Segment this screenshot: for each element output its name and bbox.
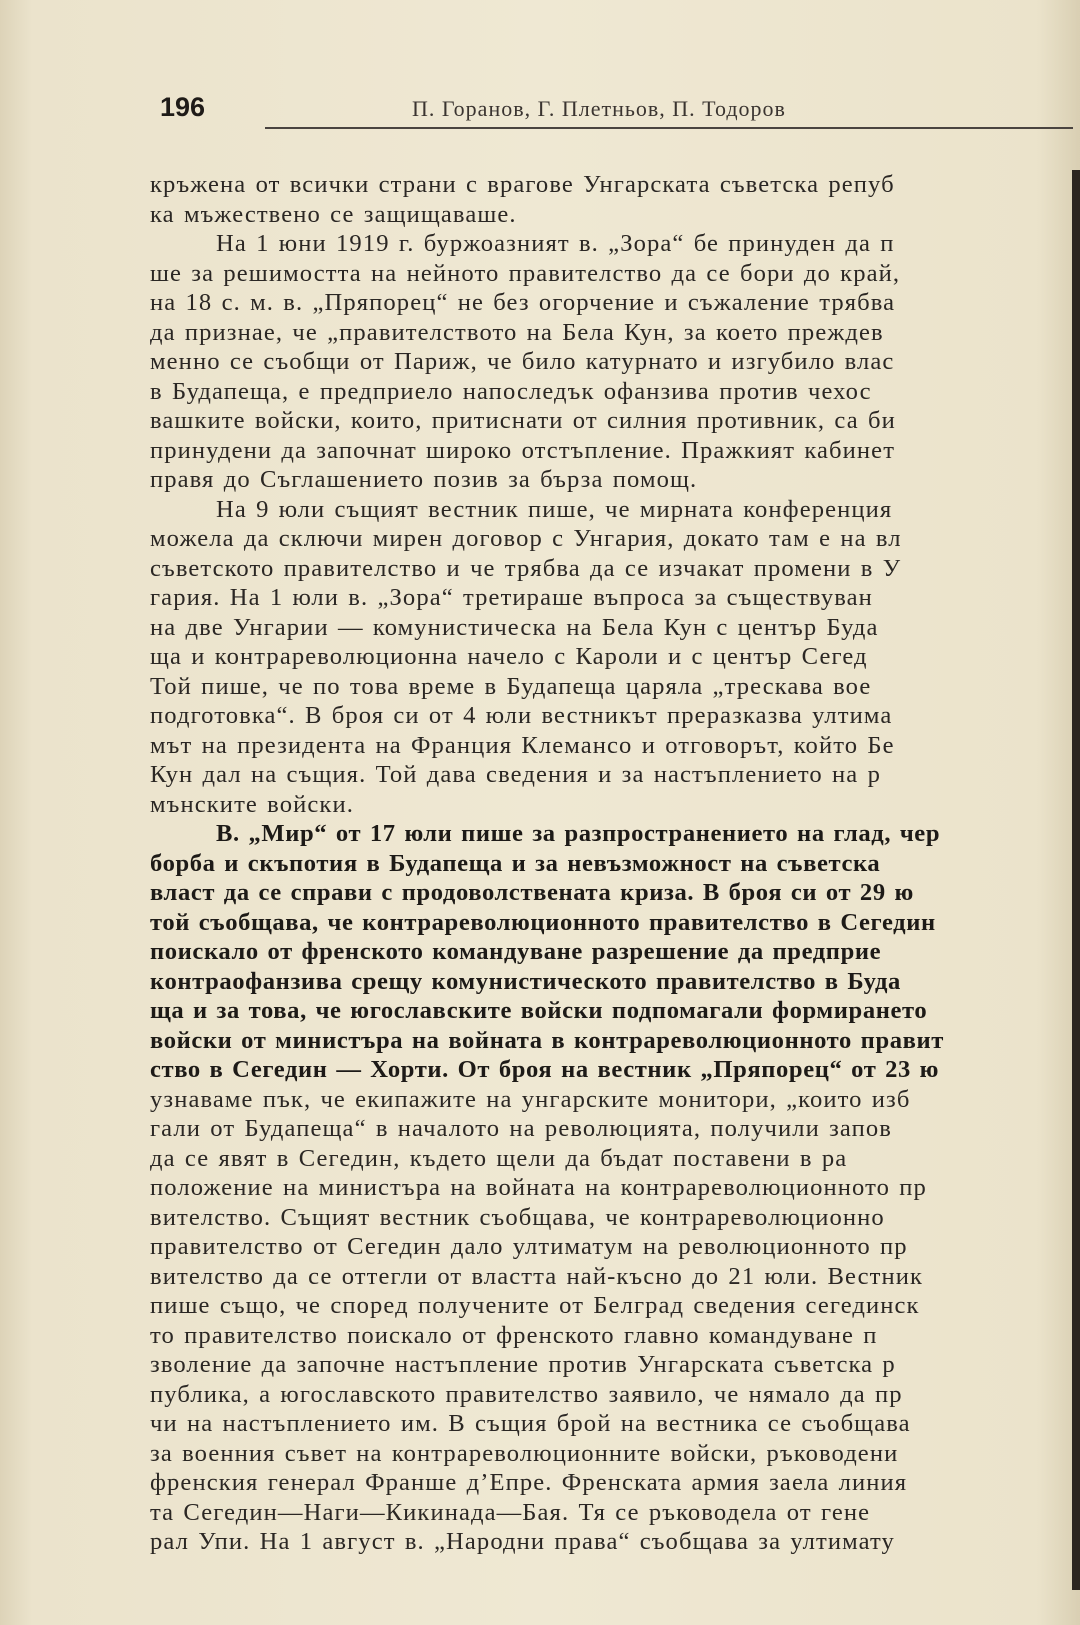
text-line: кръжена от всички страни с врагове Унгарската съветска репуб: [150, 171, 895, 198]
text-line: Той пише, че по това време в Будапеща царяла „трескава вое: [150, 672, 872, 700]
text-line: та Сегедин—Наги—Кикинада—Бая. Тя се ръководела от гене: [150, 1498, 871, 1526]
text-line: гария. На 1 юли в. „Зора“ третираше въпроса за съществуван: [150, 584, 873, 611]
text-line: френския генерал Франше д’Епре. Френската армия заела линия: [150, 1469, 908, 1496]
text-line: чи на настъплението им. В същия брой на вестника се съобщава: [150, 1410, 911, 1437]
text-line: на 18 с. м. в. „Пряпорец“ не без огорчение и съжаление трябва: [150, 289, 896, 316]
text-line: положение на министъра на войната на контрареволюционното пр: [150, 1174, 927, 1201]
text-line: На 1 юни 1919 г. буржоазният в. „Зора“ бе принуден да п: [216, 230, 895, 257]
body-text: [150, 170, 1075, 1557]
text-line: зволение да започне настъпление против Унгарската съветска р: [150, 1351, 896, 1378]
text-line: правя до Съглашението позив за бърза помощ.: [150, 466, 698, 493]
text-line: власт да се справи с продоволствената криза. В броя си от 29 ю: [150, 879, 914, 906]
text-line: На 9 юли същият вестник пише, че мирната конференция: [216, 495, 893, 523]
text-line: войски от министъра на войната в контрареволюционното правит: [150, 1026, 944, 1054]
text-line: менно се съобщи от Париж, че било катурнато и изгубило влас: [150, 348, 895, 375]
text-line: подготовка“. В броя си от 4 юли вестникът преразказва ултима: [150, 702, 893, 729]
text-line: вашките войски, които, притиснати от силния противник, са би: [150, 407, 896, 434]
text-line: съветското правителство и че трябва да се изчакат промени в У: [150, 554, 902, 582]
header-rule: [265, 127, 1073, 129]
text-line: В. „Мир“ от 17 юли пише за разпространението на глад, чер: [216, 820, 941, 847]
text-line: узнаваме пък, че екипажите на унгарските монитори, „които изб: [150, 1085, 911, 1113]
text-line: мънските войски.: [150, 790, 354, 818]
page-header: [160, 92, 1070, 132]
text-line: за военния съвет на контрареволюционните войски, ръководени: [150, 1439, 899, 1467]
text-line: вителство. Същият вестник съобщава, че контрареволюционно: [150, 1203, 885, 1231]
page-number: 196: [160, 92, 206, 122]
text-line: можела да сключи мирен договор с Унгария, докато там е на вл: [150, 525, 902, 552]
text-line: ща и за това, че югославските войски подпомагали формирането: [150, 997, 928, 1024]
text-line: публика, а югославското правителство заявило, че нямало да пр: [150, 1380, 903, 1408]
text-line: рал Упи. На 1 август в. „Народни права“ съобщава за ултимату: [150, 1528, 895, 1555]
text-line: контраофанзива срещу комунистическото правителство в Буда: [150, 967, 901, 995]
text-line: правителство от Сегедин дало ултиматум на революционното пр: [150, 1233, 908, 1260]
text-line: да признае, че „правителството на Бела Кун, за което преждев: [150, 318, 884, 346]
text-line: ство в Сегедин — Хорти. От броя на вестник „Пряпорец“ от 23 ю: [150, 1056, 940, 1083]
running-head: П. Горанов, Г. Плетньов, П. Тодоров: [412, 96, 786, 121]
text-line: то правителство поискало от френското главно командуване п: [150, 1321, 878, 1349]
text-line: ше за решимостта на нейното правителство да се бори до край,: [150, 259, 901, 287]
text-line: поискало от френското командуване разрешение да предприе: [150, 938, 882, 965]
text-line: мът на президента на Франция Клемансо и отговорът, който Бе: [150, 731, 895, 759]
text-line: ща и контрареволюционна начело с Кароли и с център Сегед: [150, 643, 868, 670]
text-line: да се явят в Сегедин, където щели да бъдат поставени в ра: [150, 1144, 848, 1172]
text-line: пише също, че според получените от Белград сведения сегединск: [150, 1292, 920, 1319]
text-line: борба и скъпотия в Будапеща и за невъзможност на съветска: [150, 849, 881, 877]
text-line: Кун дал на същия. Той дава сведения и за настъплението на р: [150, 761, 881, 788]
text-line: ка мъжествено се защищаваше.: [150, 200, 517, 228]
text-line: на две Унгарии — комунистическа на Бела Кун с център Буда: [150, 613, 879, 641]
text-line: той съобщава, че контрареволюционното правителство в Сегедин: [150, 908, 936, 936]
text-line: принудени да започнат широко отстъпление. Пражкият кабинет: [150, 436, 896, 464]
text-line: в Будапеща, е предприело напоследък офанзива против чехос: [150, 377, 872, 405]
text-line: гали от Будапеща“ в началото на революцията, получили запов: [150, 1115, 892, 1142]
text-line: вителство да се оттегли от властта най-късно до 21 юли. Вестник: [150, 1262, 924, 1290]
